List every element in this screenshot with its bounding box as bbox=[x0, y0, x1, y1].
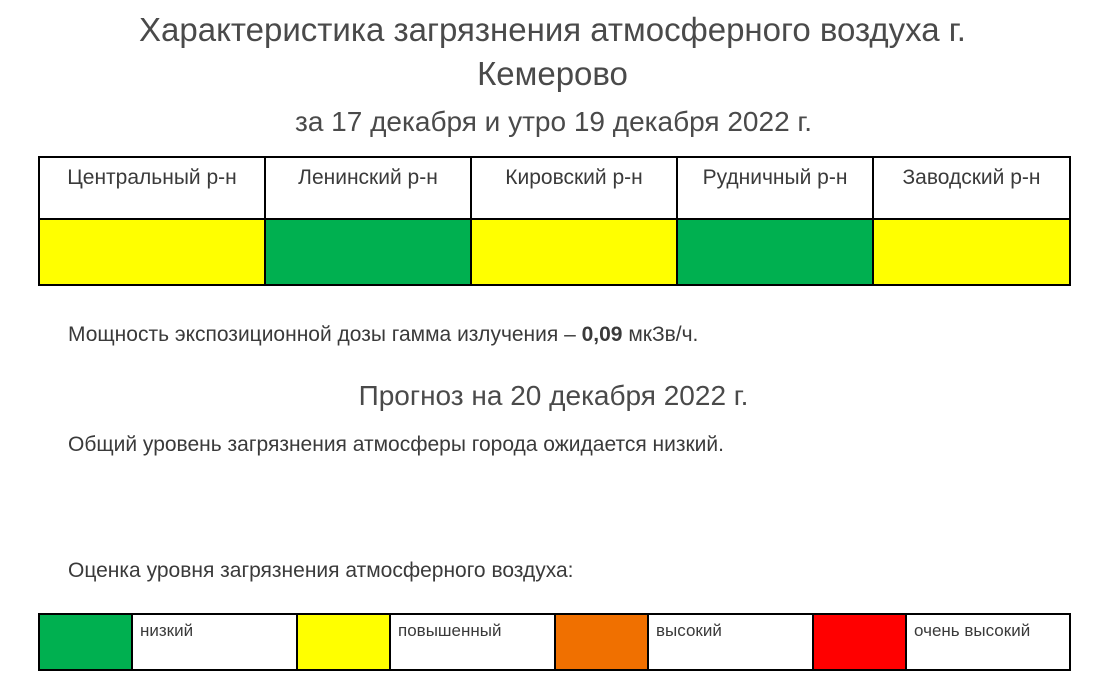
page-subtitle: за 17 декабря и утро 19 декабря 2022 г. bbox=[294, 106, 812, 137]
district-name-rudnichny: Рудничный р-н bbox=[677, 157, 873, 219]
gamma-dose-value: 0,09 bbox=[581, 323, 623, 346]
district-name-leninsky: Ленинский р-н bbox=[265, 157, 471, 219]
legend-swatch-low bbox=[39, 614, 132, 670]
forecast-text: Общий уровень загрязнения атмосферы города ожидается низкий. bbox=[68, 433, 724, 456]
legend-label-low: низкий bbox=[132, 614, 297, 670]
legend-swatch-very-high bbox=[813, 614, 906, 670]
district-level-rudnichny bbox=[677, 219, 873, 285]
district-level-kirovsky bbox=[471, 219, 677, 285]
district-name-central: Центральный р-н bbox=[39, 157, 265, 219]
district-level-central bbox=[39, 219, 265, 285]
forecast-title: Прогноз на 20 декабря 2022 г. bbox=[358, 380, 749, 411]
legend-row bbox=[39, 614, 1070, 670]
district-header-row bbox=[39, 157, 1070, 219]
legend-label-elevated: повышенный bbox=[390, 614, 555, 670]
pollution-level-legend bbox=[38, 613, 1071, 671]
legend-label-high: высокий bbox=[648, 614, 813, 670]
legend-swatch-high bbox=[555, 614, 648, 670]
gamma-dose-unit: мкЗв/ч. bbox=[622, 323, 699, 346]
district-level-zavodsky bbox=[873, 219, 1070, 285]
district-name-zavodsky: Заводский р-н bbox=[873, 157, 1070, 219]
district-level-leninsky bbox=[265, 219, 471, 285]
district-pollution-table bbox=[38, 156, 1071, 286]
legend-label-very-high: очень высокий bbox=[906, 614, 1070, 670]
district-name-kirovsky: Кировский р-н bbox=[471, 157, 677, 219]
legend-title: Оценка уровня загрязнения атмосферного воздуха: bbox=[68, 559, 574, 582]
legend-swatch-elevated bbox=[297, 614, 390, 670]
gamma-dose-text bbox=[68, 321, 698, 349]
page-title: Характеристика загрязнения атмосферного воздуха г. Кемерово bbox=[139, 11, 966, 92]
gamma-dose-prefix: Мощность экспозиционной дозы гамма излучения – bbox=[68, 323, 582, 346]
district-level-row bbox=[39, 219, 1070, 285]
